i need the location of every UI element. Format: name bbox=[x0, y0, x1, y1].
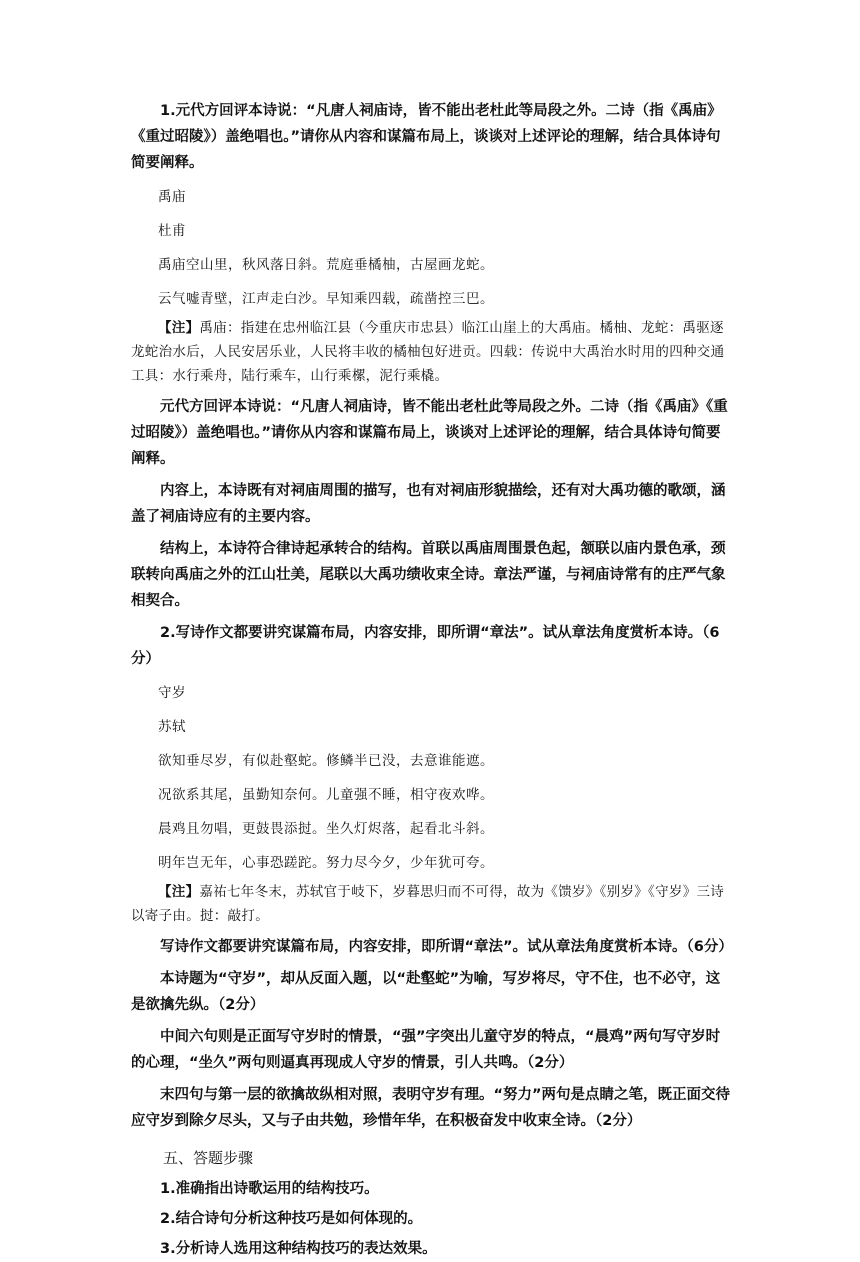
poem-line: 云气嘘青壁，江声走白沙。早知乘四载，疏凿控三巴。 bbox=[158, 291, 494, 307]
poem-note bbox=[131, 880, 731, 928]
step-item: 3.分析诗人选用这种结构技巧的表达效果。 bbox=[160, 1241, 437, 1257]
answer-paragraph: 末四句与第一层的欲擒故纵相对照，表明守岁有理。“努力”两句是点睛之笔，既正面交待应守岁到除夕尽头，又与子由共勉，珍惜年华，在积极奋发中收束全诗。（2分） bbox=[131, 1087, 731, 1129]
document-content bbox=[131, 98, 731, 1262]
poem-note bbox=[131, 316, 731, 388]
note-text: 禹庙：指建在忠州临江县（今重庆市忠县）临江山崖上的大禹庙。橘柚、龙蛇：禹驱逐龙蛇治水后，人民安居乐业，人民将丰收的橘柚包好进贡。四载：传说中大禹治水时用的四种交通工具：水行乘舟，陆行乘车，山行乘樏，泥行乘橇。 bbox=[131, 320, 725, 384]
poem-author: 杜甫 bbox=[158, 223, 186, 239]
poem-author: 苏轼 bbox=[158, 719, 186, 735]
section-heading: 五、答题步骤 bbox=[163, 1149, 254, 1167]
poem-line: 况欲系其尾，虽勤知奈何。儿童强不睡，相守夜欢哗。 bbox=[158, 787, 494, 803]
poem-title: 禹庙 bbox=[158, 189, 186, 205]
step-item: 2.结合诗句分析这种技巧是如何体现的。 bbox=[160, 1211, 423, 1227]
poem-line: 禹庙空山里，秋风落日斜。荒庭垂橘柚，古屋画龙蛇。 bbox=[158, 257, 494, 273]
question-1: 1.元代方回评本诗说：“凡唐人祠庙诗，皆不能出老杜此等局段之外。二诗（指《禹庙》《重过昭陵》）盖绝唱也。”请你从内容和谋篇布局上，谈谈对上述评论的理解，结合具体诗句简要阐释。 bbox=[131, 103, 722, 171]
note-label: 【注】 bbox=[158, 884, 200, 900]
question-2: 2.写诗作文都要讲究谋篇布局，内容安排，即所谓“章法”。试从章法角度赏析本诗。（6分） bbox=[131, 625, 720, 667]
poem-line: 晨鸡且勿唱，更鼓畏添挝。坐久灯烬落，起看北斗斜。 bbox=[158, 821, 494, 837]
note-text: 嘉祐七年冬末，苏轼官于岐下，岁暮思归而不可得，故为《馈岁》《别岁》《守岁》三诗以寄子由。挝：敲打。 bbox=[131, 884, 725, 924]
question-2-repeat: 写诗作文都要讲究谋篇布局，内容安排，即所谓“章法”。试从章法角度赏析本诗。（6分） bbox=[160, 939, 733, 955]
note-label: 【注】 bbox=[158, 320, 200, 336]
poem-title: 守岁 bbox=[158, 685, 186, 701]
answer-paragraph: 内容上，本诗既有对祠庙周围的描写，也有对祠庙形貌描绘，还有对大禹功德的歌颂，涵盖了祠庙诗应有的主要内容。 bbox=[131, 483, 726, 525]
answer-paragraph: 结构上，本诗符合律诗起承转合的结构。首联以禹庙周围景色起，颔联以庙内景色承，颈联转向禹庙之外的江山壮美，尾联以大禹功绩收束全诗。章法严谨，与祠庙诗常有的庄严气象相契合。 bbox=[131, 541, 726, 609]
poem-line: 明年岂无年，心事恐蹉跎。努力尽今夕，少年犹可夸。 bbox=[158, 855, 494, 871]
answer-paragraph: 中间六句则是正面写守岁时的情景，“强”字突出儿童守岁的特点，“晨鸡”两句写守岁时的心理，“坐久”两句则逼真再现成人守岁的情景，引人共鸣。（2分） bbox=[131, 1029, 721, 1071]
answer-paragraph: 本诗题为“守岁”，却从反面入题，以“赴壑蛇”为喻，写岁将尽，守不住，也不必守，这是欲擒先纵。（2分） bbox=[131, 971, 721, 1013]
question-1-repeat: 元代方回评本诗说：“凡唐人祠庙诗，皆不能出老杜此等局段之外。二诗（指《禹庙》《重过昭陵》）盖绝唱也。”请你从内容和谋篇布局上，谈谈对上述评论的理解，结合具体诗句简要阐释。 bbox=[131, 399, 728, 467]
poem-line: 欲知垂尽岁，有似赴壑蛇。修鳞半已没，去意谁能遮。 bbox=[158, 753, 494, 769]
step-item: 1.准确指出诗歌运用的结构技巧。 bbox=[160, 1181, 379, 1197]
